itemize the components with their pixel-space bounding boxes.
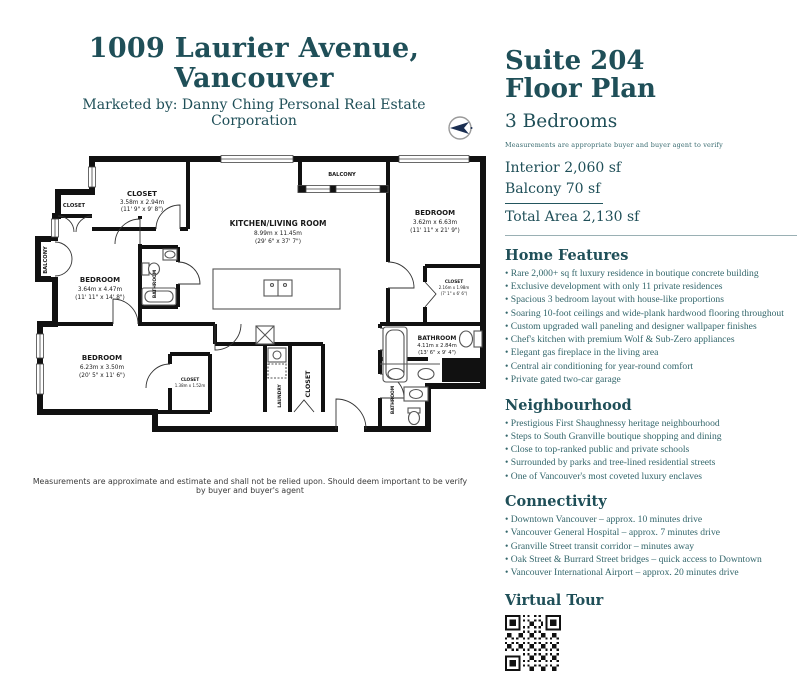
room-label-walkin-closet bbox=[120, 190, 165, 213]
svg-text:3.64m x 4.47m: 3.64m x 4.47m bbox=[77, 287, 123, 293]
neighbourhood-item: • Close to top-ranked public and private schools bbox=[505, 444, 797, 456]
svg-text:BALCONY: BALCONY bbox=[43, 246, 49, 274]
doors bbox=[55, 205, 436, 429]
suite-heading bbox=[505, 48, 797, 104]
neighbourhood-heading: Neighbourhood bbox=[505, 396, 632, 414]
feature-item: • Exclusive development with only 11 private residences bbox=[505, 281, 797, 293]
svg-text:BEDROOM: BEDROOM bbox=[79, 276, 121, 284]
feature-item: • Central air conditioning for year-round comfort bbox=[505, 361, 797, 373]
svg-text:BALCONY: BALCONY bbox=[328, 172, 356, 178]
svg-text:8.99m x 11.45m: 8.99m x 11.45m bbox=[254, 231, 302, 237]
svg-text:CLOSET: CLOSET bbox=[444, 280, 464, 285]
room-label-left-bedroom bbox=[75, 276, 125, 301]
svg-text:BEDROOM: BEDROOM bbox=[414, 209, 456, 217]
disclaimer-text: Measurements are approximate and estimate and shall not be relied upon. Should deem important to be verify by buyer and buyer's agent bbox=[32, 477, 468, 495]
floor-plan bbox=[28, 112, 493, 452]
bedrooms-count: 3 Bedrooms bbox=[505, 110, 618, 132]
home-features-list bbox=[505, 268, 797, 386]
svg-text:(20' 5" x 11' 6"): (20' 5" x 11' 6") bbox=[79, 373, 125, 379]
connectivity-item: • Downtown Vancouver – approx. 10 minutes drive bbox=[505, 514, 797, 526]
feature-item: • Custom upgraded wall paneling and designer wallpaper finishes bbox=[505, 321, 797, 333]
room-label-small-bathroom bbox=[152, 270, 158, 298]
info-panel bbox=[505, 48, 797, 676]
neighbourhood-item: • Surrounded by parks and tree-lined residential streets bbox=[505, 457, 797, 469]
svg-text:LAUNDRY: LAUNDRY bbox=[278, 384, 283, 408]
room-label-bottom-closet bbox=[175, 377, 206, 388]
interior-area: Interior 2,060 sf bbox=[505, 159, 622, 176]
room-label-right-bedroom bbox=[410, 209, 460, 234]
neighbourhood-item: • Prestigious First Shaughnessy heritage neighbourhood bbox=[505, 418, 797, 430]
room-label-kitchen-living bbox=[230, 219, 327, 245]
room-label-powder-bathroom bbox=[390, 386, 396, 414]
room-label-left-closet bbox=[63, 203, 86, 209]
svg-text:4.11m x 2.84m: 4.11m x 2.84m bbox=[417, 343, 457, 349]
room-label-laundry bbox=[277, 384, 283, 408]
feature-item: • Elegant gas fireplace in the living area bbox=[505, 347, 797, 359]
property-title: 1009 Laurier Avenue, Vancouver bbox=[88, 33, 420, 94]
divider bbox=[505, 203, 603, 204]
virtual-tour-heading: Virtual Tour bbox=[505, 591, 604, 609]
floor-plan-label: Floor Plan bbox=[505, 73, 656, 104]
feature-item: • Spacious 3 bedroom layout with house-like proportions bbox=[505, 294, 797, 306]
svg-text:CLOSET: CLOSET bbox=[62, 203, 86, 209]
svg-text:BATHROOM: BATHROOM bbox=[391, 385, 396, 415]
svg-text:6.23m x 3.50m: 6.23m x 3.50m bbox=[79, 365, 125, 371]
room-label-bottom-bedroom bbox=[79, 354, 125, 379]
svg-text:(13' 6" x 9' 4"): (13' 6" x 9' 4") bbox=[418, 350, 456, 356]
compass-icon bbox=[449, 117, 473, 139]
svg-text:CLOSET: CLOSET bbox=[180, 378, 200, 383]
neighbourhood-list bbox=[505, 418, 797, 483]
connectivity-item: • Oak Street & Burrard Street bridges – quick access to Downtown bbox=[505, 554, 797, 566]
balcony-area: Balcony 70 sf bbox=[505, 180, 601, 197]
room-label-left-balcony bbox=[43, 246, 49, 274]
svg-text:KITCHEN/LIVING ROOM: KITCHEN/LIVING ROOM bbox=[229, 219, 327, 228]
neighbourhood-item: • Steps to South Granville boutique shopping and dining bbox=[505, 431, 797, 443]
svg-text:CLOSET: CLOSET bbox=[127, 190, 157, 198]
svg-text:(11' 11" x 21' 9"): (11' 11" x 21' 9") bbox=[410, 228, 460, 234]
room-label-right-closet bbox=[439, 279, 470, 296]
connectivity-list bbox=[505, 514, 797, 579]
svg-text:1.38m x 1.52m: 1.38m x 1.52m bbox=[174, 383, 206, 388]
neighbourhood-item: • One of Vancouver's most coveted luxury enclaves bbox=[505, 471, 797, 483]
svg-text:BATHROOM: BATHROOM bbox=[153, 269, 158, 299]
connectivity-section bbox=[505, 493, 797, 579]
svg-text:(11' 9" x 9' 8"): (11' 9" x 9' 8") bbox=[120, 207, 164, 213]
home-features-section bbox=[505, 247, 797, 386]
room-label-linen-closet bbox=[305, 370, 312, 398]
svg-text:2.16m x 1.98m: 2.16m x 1.98m bbox=[438, 285, 470, 290]
svg-text:3.62m x 6.63m: 3.62m x 6.63m bbox=[412, 220, 458, 226]
total-area: Total Area 2,130 sf bbox=[505, 208, 640, 225]
connectivity-item: • Vancouver General Hospital – approx. 7 minutes drive bbox=[505, 527, 797, 539]
qr-code bbox=[505, 615, 561, 671]
svg-text:(7' 1" x 6' 6"): (7' 1" x 6' 6") bbox=[440, 291, 468, 296]
area-summary bbox=[505, 158, 797, 236]
svg-text:CLOSET: CLOSET bbox=[305, 370, 312, 398]
connectivity-item: • Vancouver International Airport – approx. 20 minutes drive bbox=[505, 567, 797, 579]
virtual-tour-section bbox=[505, 592, 797, 676]
service-shaft bbox=[442, 358, 480, 382]
svg-text:BEDROOM: BEDROOM bbox=[81, 354, 123, 362]
svg-text:3.58m x 2.94m: 3.58m x 2.94m bbox=[119, 200, 165, 206]
feature-item: • Soaring 10-foot ceilings and wide-plank hardwood flooring throughout bbox=[505, 308, 797, 320]
svg-text:BATHROOM: BATHROOM bbox=[417, 335, 457, 342]
room-label-top-balcony bbox=[328, 172, 356, 178]
svg-text:(29' 6" x 37' 7"): (29' 6" x 37' 7") bbox=[255, 239, 301, 245]
marketed-by: Marketed by: Danny Ching Personal Real Estate Corporation bbox=[82, 97, 426, 130]
connectivity-heading: Connectivity bbox=[505, 493, 607, 511]
suite-number: Suite 204 bbox=[505, 46, 645, 76]
feature-item: • Rare 2,000+ sq ft luxury residence in boutique concrete building bbox=[505, 268, 797, 280]
neighbourhood-section bbox=[505, 397, 797, 483]
home-features-heading: Home Features bbox=[505, 246, 629, 264]
measurements-note: Measurements are appropriate buyer and buyer agent to verify bbox=[505, 140, 723, 149]
connectivity-item: • Granville Street transit corridor – minutes away bbox=[505, 541, 797, 553]
room-label-main-bathroom bbox=[417, 335, 457, 356]
feature-item: • Private gated two-car garage bbox=[505, 374, 797, 386]
feature-item: • Chef's kitchen with premium Wolf & Sub-Zero appliances bbox=[505, 334, 797, 346]
svg-text:(11' 11" x 14' 8"): (11' 11" x 14' 8") bbox=[75, 295, 125, 301]
